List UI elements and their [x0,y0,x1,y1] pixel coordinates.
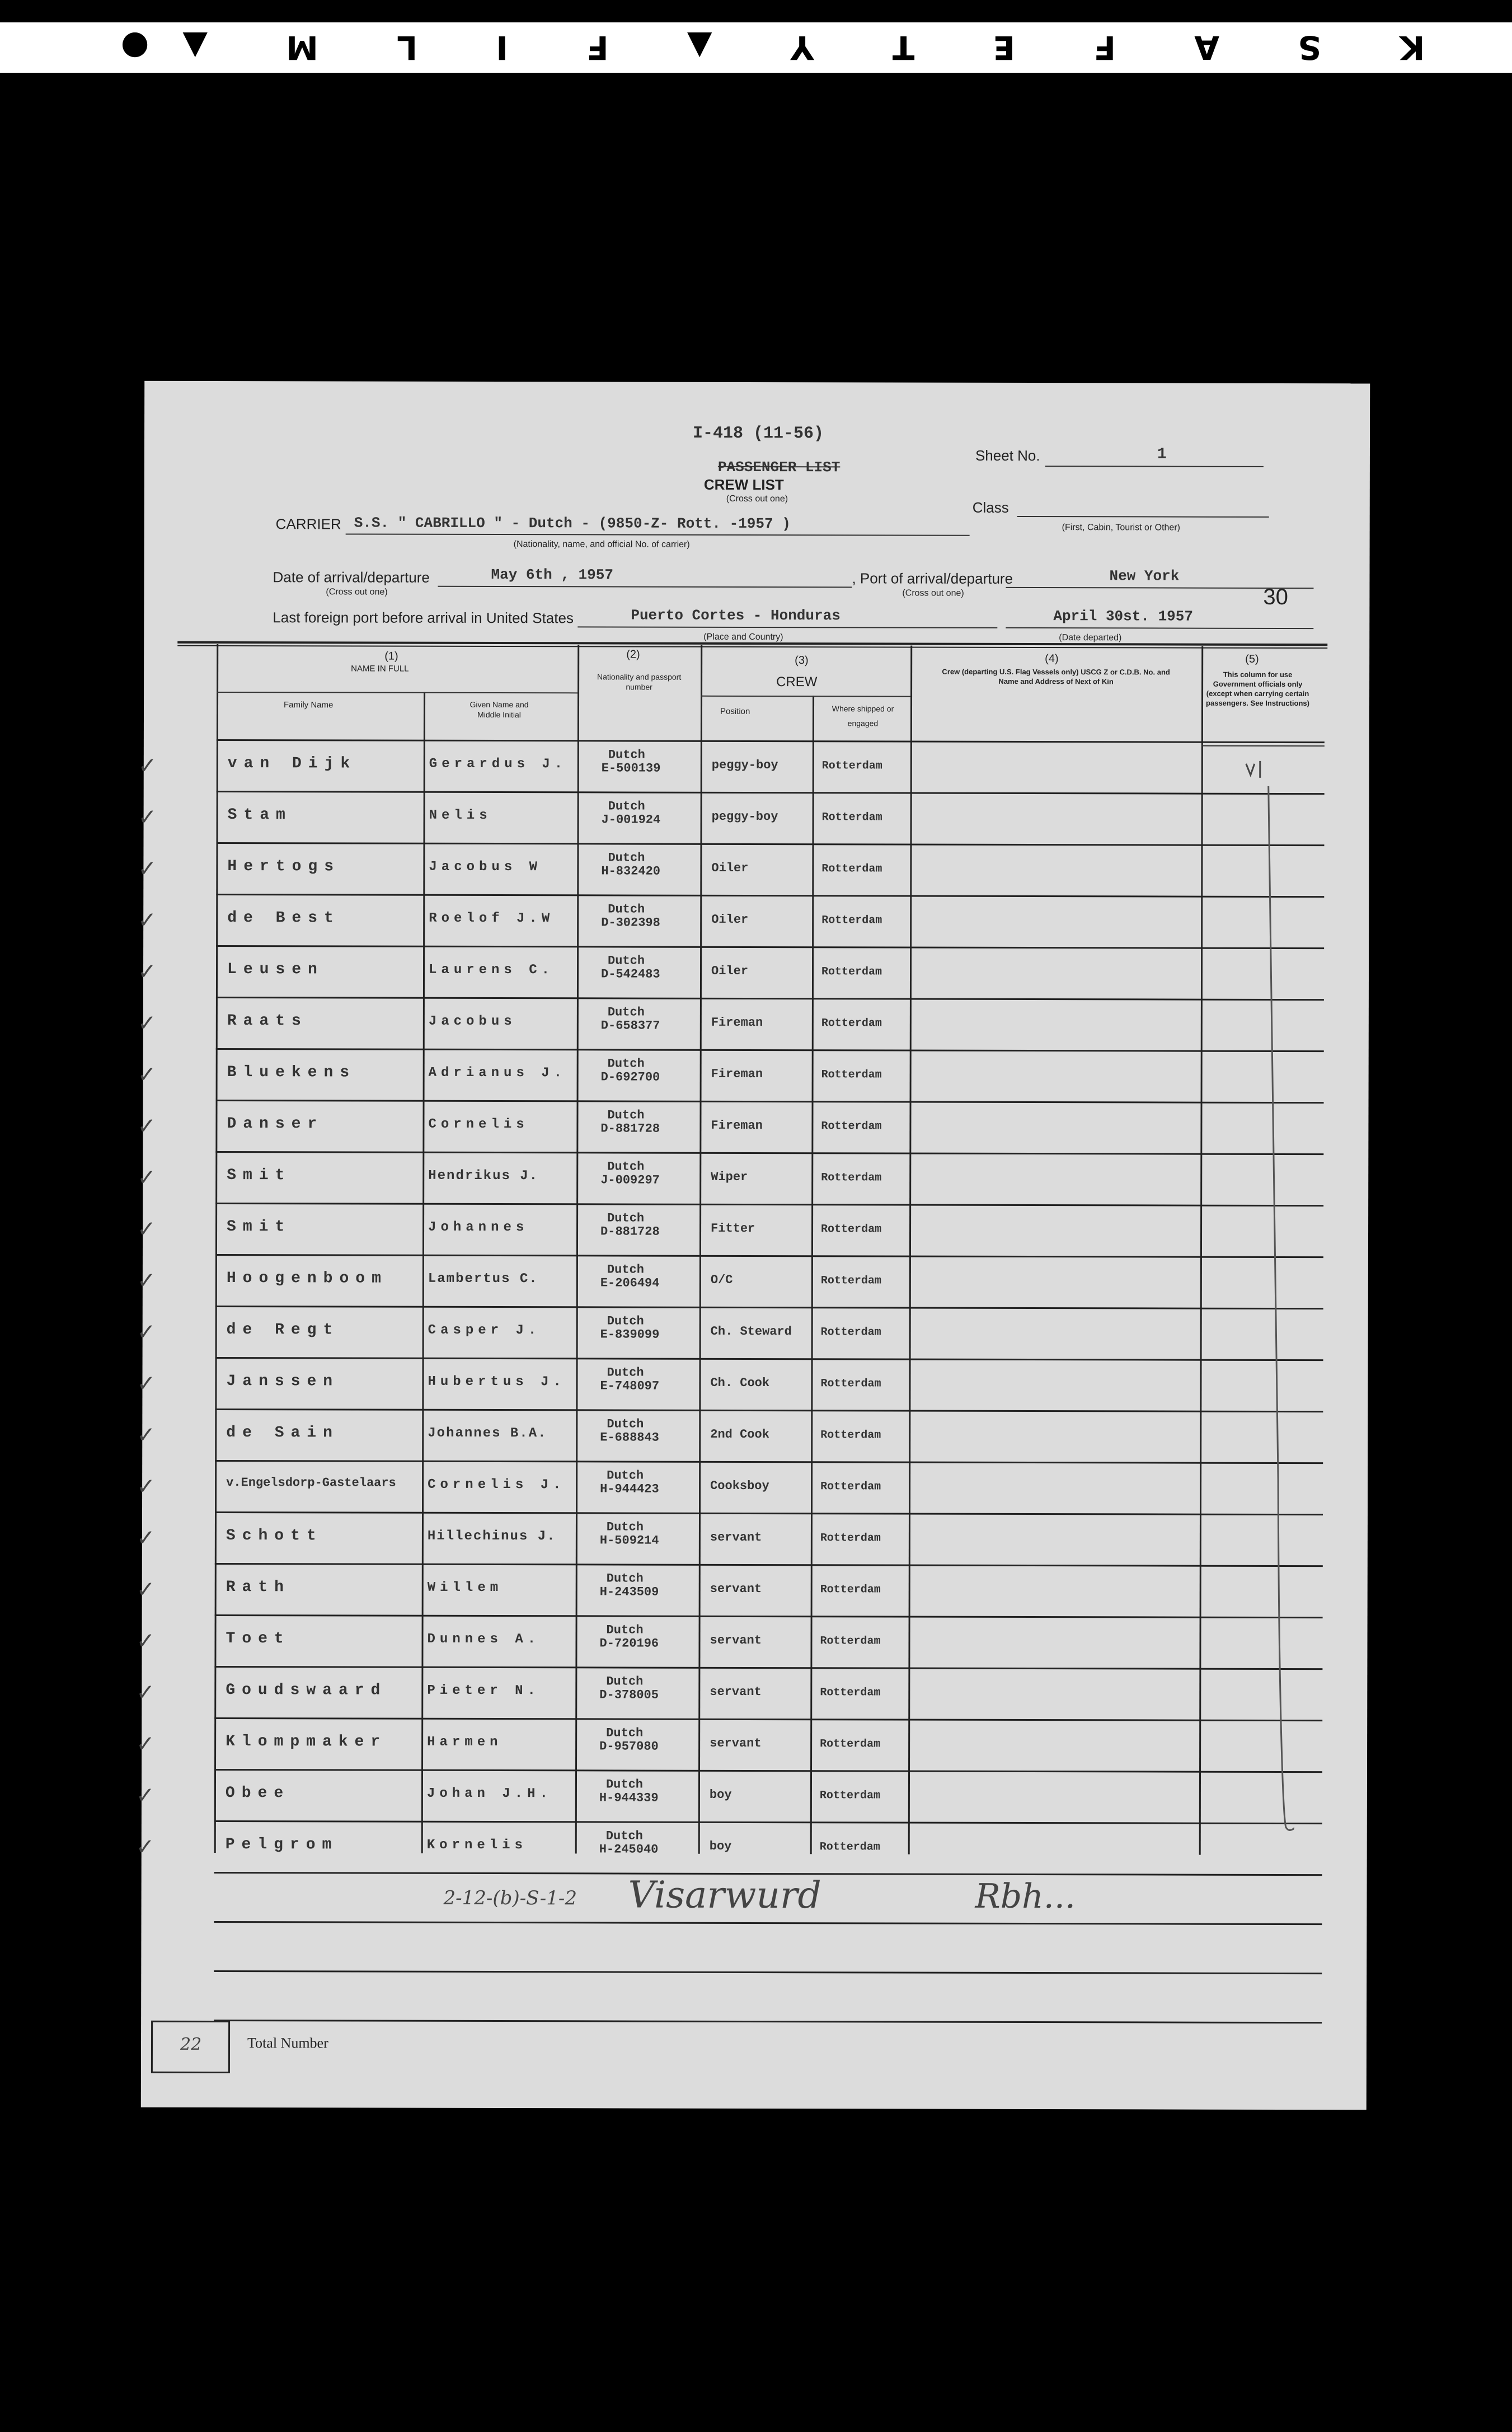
given-name: Hubertus J. [428,1374,566,1390]
nationality: Dutch [606,1726,644,1740]
page-number: 30 [1263,584,1288,609]
total-label: Total Number [247,2035,328,2051]
given-name: Cornelis J. [428,1477,566,1493]
family-name: Stam [227,806,292,824]
col2-title: Nationality and passport number [597,672,682,692]
row-checkmark: ✓ [135,1782,155,1809]
annotation-code: 2-12-(b)-S-1-2 [443,1886,577,1910]
col2-number: (2) [626,648,640,661]
given-name: Cornelis [428,1116,529,1133]
blank-row-divider [214,1970,1322,1974]
passport-number: D-957080 [599,1739,659,1754]
form-title-note: (Cross out one) [726,494,788,504]
family-name: Toet [226,1630,290,1648]
passport-number: D-692700 [600,1070,660,1084]
crew-position: Wiper [711,1170,748,1184]
shipped-place: Rotterdam [820,1429,881,1442]
passport-number: D-658377 [600,1018,660,1033]
family-name: van Dijk [227,755,357,773]
last-port-note: (Place and Country) [703,632,783,642]
nationality: Dutch [607,1262,644,1277]
row-checkmark: ✓ [137,1267,156,1294]
row-checkmark: ✓ [138,907,157,933]
last-port-label: Last foreign port before arrival in United States [273,609,574,627]
row-divider [216,945,1324,949]
family-name: Hoogenboom [226,1270,388,1288]
class-note: (First, Cabin, Tourist or Other) [1062,523,1181,533]
shipped-place: Rotterdam [819,1841,880,1854]
crew-position: servant [710,1530,762,1545]
crew-list-form [135,381,1370,2110]
passport-number: E-688843 [600,1430,659,1445]
date-note: (Cross out one) [326,587,388,597]
port-note: (Cross out one) [902,588,964,598]
date-departed-value: April 30st. 1957 [1053,608,1194,625]
given-name: Jacobus [428,1013,516,1030]
row-checkmark: ✓ [137,1422,156,1448]
given-name: Dunnes A. [427,1631,541,1647]
row-divider [215,1460,1323,1464]
shipped-place: Rotterdam [821,914,882,927]
row-divider [215,1409,1323,1412]
passport-number: D-302398 [601,915,660,930]
crew-position: Cooksboy [710,1478,769,1494]
given-name: Johannes B.A. [428,1425,547,1442]
passport-number: D-378005 [599,1688,659,1702]
shipped-place: Rotterdam [821,1017,882,1030]
shipped-place: Rotterdam [821,759,882,773]
row-checkmark: ✓ [137,1319,156,1345]
nationality: Dutch [608,851,645,865]
given-name: Pieter N. [427,1683,540,1699]
passport-number: E-839099 [600,1327,660,1342]
col3-header-divider [701,696,910,697]
row-checkmark: ✓ [136,1628,156,1654]
port-label: , Port of arrival/departure [852,570,1013,587]
divider-shipped-kin [908,646,913,1854]
col4-number: (4) [1045,652,1059,665]
form-title: CREW LIST [703,476,784,494]
official-column-mark [1227,753,1297,1872]
nationality: Dutch [608,954,645,968]
date-departed-line [1006,627,1313,629]
shipped-place: Rotterdam [820,1377,881,1391]
row-checkmark: ✓ [137,1473,156,1500]
shipped-place: Rotterdam [821,1120,882,1133]
shipped-header: Where shipped or engaged [832,704,894,728]
given-name: Johan J.H. [426,1786,553,1802]
divider-position-shipped [810,696,814,1854]
row-checkmark: ✓ [135,1834,155,1860]
nationality: Dutch [607,1468,644,1483]
family-name: Obee [225,1785,290,1802]
carrier-note: (Nationality, name, and official No. of carrier) [513,539,690,550]
passport-number: D-542483 [600,967,660,982]
passport-number: E-500139 [601,761,661,776]
carrier-line [346,533,970,536]
nationality: Dutch [608,799,645,814]
crew-position: Fitter [711,1221,755,1236]
divider-nationality-position [698,645,703,1854]
given-name: Lambertus C. [428,1271,538,1287]
divider-given-nationality [575,645,580,1853]
carrier-label: CARRIER [275,515,341,533]
family-name-header: Family Name [284,700,334,710]
film-edge-strip [0,0,1512,84]
last-port-line [577,626,997,628]
crew-position: servant [710,1633,762,1648]
nationality: Dutch [607,1108,645,1123]
crew-position: Fireman [711,1118,763,1133]
passport-number: E-206494 [600,1276,660,1290]
title-struck: PASSENGER LIST [717,458,840,476]
family-name: Smit [227,1218,292,1236]
crew-position: Oiler [711,964,749,978]
shipped-place: Rotterdam [820,1738,881,1751]
family-name: Bluekens [227,1064,356,1082]
col1-number: (1) [384,650,398,663]
passport-number: H-243509 [599,1585,659,1599]
total-value: 22 [180,2034,202,2054]
nationality: Dutch [607,1057,645,1071]
divider-kin-official [1199,646,1204,1855]
col4-title: Crew (departing U.S. Flag Vessels only) USCG Z or C.D.B. No. and Name and Address of Next of Kin [942,667,1170,686]
row-divider [216,997,1324,1001]
nationality: Dutch [607,1417,644,1431]
given-name: Laurens C. [429,962,555,978]
family-name: Raats [227,1012,308,1030]
crew-position: Oiler [711,912,749,927]
given-name: Gerardus J. [429,756,567,772]
row-checkmark: ✓ [137,1113,157,1139]
row-checkmark: ✓ [136,1679,155,1706]
passport-number: E-748097 [600,1379,660,1393]
nationality: Dutch [606,1571,644,1586]
crew-position: 2nd Cook [710,1427,769,1442]
row-divider [215,1614,1323,1618]
row-checkmark: ✓ [137,1165,156,1191]
shipped-place: Rotterdam [821,965,882,979]
passport-number: H-832420 [601,864,661,879]
given-name: Hendrikus J. [428,1168,539,1184]
row-divider [216,1048,1324,1052]
nationality: Dutch [606,1520,644,1534]
film-edge-text: K S A F E T Y ▲ F I L M ▲● [87,29,1425,67]
passport-number: H-944423 [600,1482,659,1496]
position-header: Position [720,706,750,716]
family-name: de Regt [226,1321,340,1339]
row-divider [216,894,1324,898]
col1-title: NAME IN FULL [351,664,409,674]
family-name: Rath [226,1579,290,1597]
nationality: Dutch [607,1211,645,1226]
row-checkmark: ✓ [137,1216,156,1242]
class-line [1017,516,1269,518]
shipped-place: Rotterdam [820,1635,881,1648]
crew-position: servant [710,1736,762,1751]
nationality: Dutch [607,1159,645,1174]
crew-position: servant [710,1581,762,1597]
row-checkmark: ✓ [138,804,157,830]
row-divider [214,1717,1322,1721]
given-name-header: Given Name and Middle Initial [469,699,529,720]
family-name: Janssen [226,1373,340,1391]
row-divider [214,1820,1322,1824]
crew-position: Oiler [711,861,749,875]
crew-position: peggy-boy [711,809,778,824]
row-checkmark: ✓ [136,1525,156,1551]
shipped-place: Rotterdam [820,1326,881,1339]
given-name: Kornelis [426,1837,528,1853]
nationality: Dutch [606,1674,644,1689]
given-name: Adrianus J. [428,1065,567,1081]
family-name: Klompmaker [226,1733,387,1751]
col5-title: This column for use Government officials only (except when carrying certain passengers. See Instructions) [1206,670,1310,708]
family-name: Danser [227,1115,324,1133]
blank-row-divider [214,2020,1322,2023]
col1-header-divider [217,692,577,693]
passport-number: J-009297 [600,1173,660,1187]
crew-position: boy [709,1787,732,1802]
signature-right: Rbh... [975,1876,1076,1917]
col3-number: (3) [795,654,809,667]
col5-header-divider [1201,745,1325,746]
shipped-place: Rotterdam [820,1686,881,1699]
nationality: Dutch [606,1623,644,1637]
row-checkmark: ✓ [137,1062,157,1088]
crew-position: Ch. Steward [710,1324,792,1339]
last-port-value: Puerto Cortes - Honduras [631,607,840,625]
given-name: Willem [427,1580,503,1596]
sheet-label: Sheet No. [975,447,1040,464]
crew-position: boy [709,1839,732,1853]
family-name: de Best [227,909,340,927]
row-checkmark: ✓ [137,959,157,985]
row-divider [214,1666,1322,1670]
table-left-border [214,644,219,1853]
shipped-place: Rotterdam [820,1274,881,1288]
given-name: Nelis [429,807,492,824]
shipped-place: Rotterdam [820,1480,881,1494]
family-name: Goudswaard [226,1682,387,1699]
row-checkmark: ✓ [136,1576,156,1603]
form-number: I-418 (11-56) [693,424,824,444]
col3-title: CREW [776,674,818,690]
row-divider [215,1563,1323,1567]
crew-position: Fireman [711,1067,763,1082]
row-checkmark: ✓ [137,1370,156,1397]
crew-position: O/C [710,1273,733,1287]
given-name: Johannes [428,1219,529,1236]
shipped-place: Rotterdam [819,1789,880,1802]
family-name: Hertogs [227,858,341,876]
nationality: Dutch [607,1314,644,1328]
row-divider [217,791,1325,795]
row-checkmark: ✓ [137,1010,157,1036]
sheet-value: 1 [1157,445,1167,463]
nationality: Dutch [608,902,645,917]
shipped-place: Rotterdam [821,862,882,876]
given-name: Hillechinus J. [427,1528,556,1544]
row-divider [215,1357,1323,1361]
passport-number: H-245040 [599,1842,659,1857]
date-line [438,586,852,588]
family-name: v.Engelsdorp-Gastelaars [226,1476,396,1490]
shipped-place: Rotterdam [821,811,882,824]
col5-number: (5) [1245,652,1259,665]
passport-number: D-881728 [600,1224,660,1239]
row-divider [215,1306,1323,1309]
row-checkmark: ✓ [138,753,157,779]
nationality: Dutch [607,1365,644,1380]
carrier-value: S.S. " CABRILLO " - Dutch - (9850-Z- Rott. -1957 ) [354,514,791,533]
divider-family-given [421,692,425,1853]
date-label: Date of arrival/departure [273,569,430,586]
nationality: Dutch [607,1005,645,1020]
family-name: de Sain [226,1424,339,1442]
date-value: May 6th , 1957 [491,566,613,584]
header-bottom-rule [217,739,1325,743]
row-divider [215,1511,1323,1515]
port-value: New York [1109,567,1180,585]
family-name: Schott [226,1527,323,1545]
class-label: Class [972,499,1009,516]
nationality: Dutch [605,1829,643,1843]
shipped-place: Rotterdam [820,1532,881,1545]
family-name: Pelgrom [225,1836,339,1854]
crew-position: servant [710,1684,762,1699]
sheet-line [1045,466,1264,467]
crew-position: Fireman [711,1015,763,1030]
given-name: Casper J. [428,1322,541,1339]
shipped-place: Rotterdam [821,1171,882,1185]
row-divider [215,1254,1323,1258]
signature-left: Visarwurd [628,1873,821,1917]
given-name: Harmen [427,1734,503,1750]
passport-number: J-001924 [601,813,661,827]
crew-position: peggy-boy [711,758,778,773]
family-name: Leusen [227,961,324,979]
row-checkmark: ✓ [138,856,157,882]
passport-number: H-944339 [599,1791,659,1805]
shipped-place: Rotterdam [821,1068,882,1082]
shipped-place: Rotterdam [821,1223,882,1236]
nationality: Dutch [605,1777,644,1792]
nationality: Dutch [608,748,645,762]
given-name: Roelof J.W [429,910,555,927]
passport-number: D-720196 [599,1636,659,1651]
crew-position: Ch. Cook [710,1375,770,1391]
given-name: Jacobus W [429,859,542,875]
shipped-place: Rotterdam [820,1583,881,1597]
row-divider [214,1769,1322,1773]
row-divider [216,1100,1324,1104]
passport-number: H-509214 [599,1533,659,1548]
row-checkmark: ✓ [136,1731,155,1757]
row-divider [217,842,1325,846]
row-divider [215,1151,1323,1155]
date-departed-note: (Date departed) [1059,633,1122,643]
passport-number: D-881728 [600,1121,660,1136]
row-divider [215,1203,1323,1206]
family-name: Smit [227,1167,292,1185]
table-top-rule-2 [177,645,1327,649]
blank-row-divider [214,1921,1322,1925]
